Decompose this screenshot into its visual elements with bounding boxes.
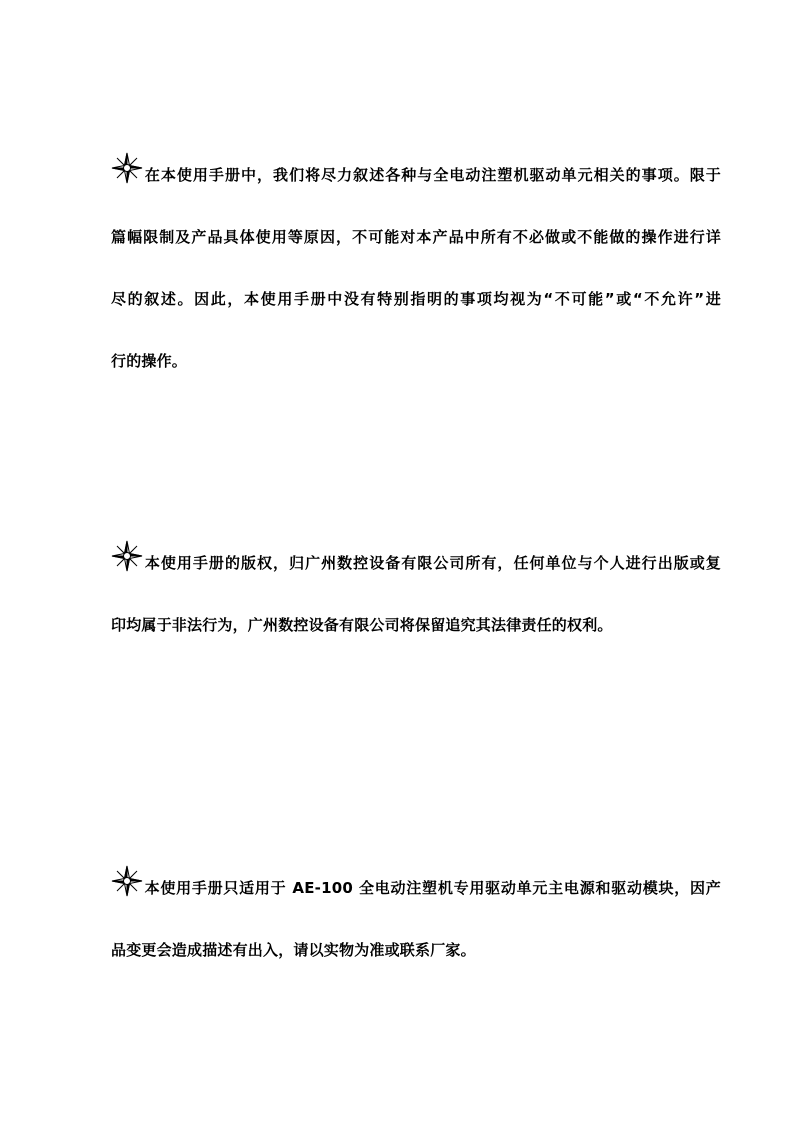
paragraph-line: 印均属于非法行为，广州数控设备有限公司将保留追究其法律责任的权利。: [111, 616, 613, 634]
compass-star-icon: [111, 540, 143, 572]
paragraph-line: 本使用手册的版权，归广州数控设备有限公司所有，任何单位与个人进行出版或复: [111, 532, 721, 594]
paragraph-line: 在本使用手册中，我们将尽力叙述各种与全电动注塑机驱动单元相关的事项。限于: [111, 144, 721, 206]
notice-paragraph-copyright: [111, 532, 721, 656]
paragraph-line: 尽的叙述。因此，本使用手册中没有特别指明的事项均视为“不可能”或“不允许”进: [111, 290, 721, 308]
notice-paragraph-scope: [111, 144, 721, 392]
paragraph-line: 篇幅限制及产品具体使用等原因，不可能对本产品中所有不必做或不能做的操作进行详: [111, 228, 721, 246]
compass-star-icon: [111, 152, 143, 184]
compass-star-icon: [111, 865, 143, 897]
paragraph-line: 本使用手册只适用于 AE-100 全电动注塑机专用驱动单元主电源和驱动模块，因产: [111, 857, 721, 919]
paragraph-line: 品变更会造成描述有出入，请以实物为准或联系厂家。: [111, 941, 476, 959]
notice-paragraph-applicability: [111, 857, 721, 981]
paragraph-line: 行的操作。: [111, 352, 188, 370]
